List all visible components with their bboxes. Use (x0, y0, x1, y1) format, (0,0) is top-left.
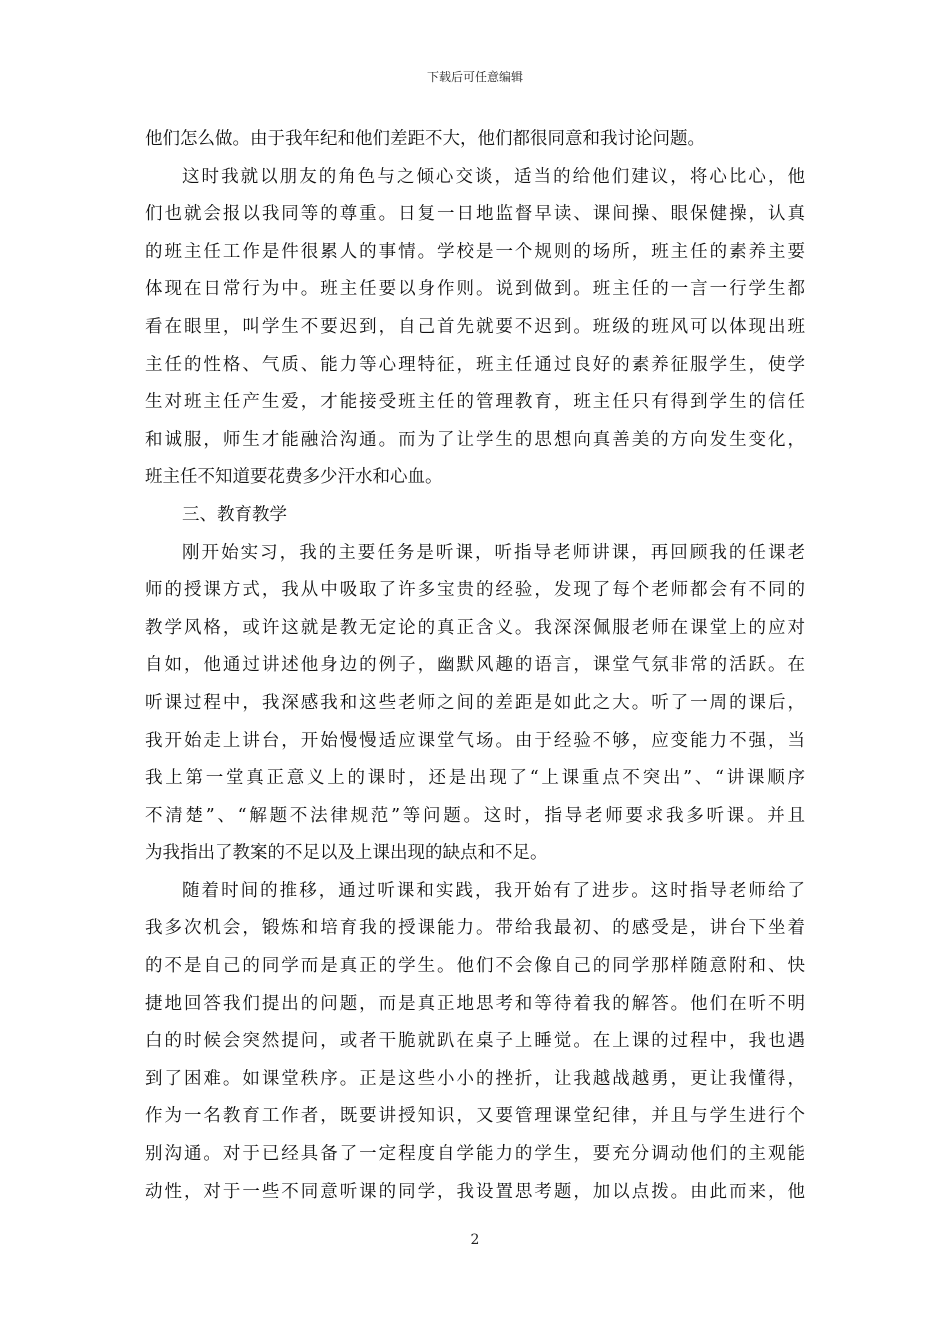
text-line: 我开始走上讲台，开始慢慢适应课堂气场。由于经验不够，应变能力不强，当 (145, 730, 805, 751)
page-number: 2 (470, 1232, 480, 1248)
text-line: 和诚服，师生才能融洽沟通。而为了让学生的思想向真善美的方向发生变化， (145, 429, 805, 450)
text-line: 我多次机会，锻炼和培育我的授课能力。带给我最初、的感受是，讲台下坐着 (145, 918, 805, 939)
text-line: 作为一名教育工作者，既要讲授知识，又要管理课堂纪律，并且与学生进行个 (145, 1106, 805, 1127)
text-line: 刚开始实习，我的主要任务是听课，听指导老师讲课，再回顾我的任课老 (182, 542, 805, 563)
text-line: 他们怎么做。由于我年纪和他们差距不大，他们都很同意和我讨论问题。 (145, 129, 705, 149)
text-line: 的班主任工作是件很累人的事情。学校是一个规则的场所，班主任的素养主要 (145, 241, 805, 262)
text-line: 随着时间的推移，通过听课和实践，我开始有了进步。这时指导老师给了 (182, 880, 805, 901)
text-line: 班主任不知道要花费多少汗水和心血。 (145, 467, 443, 488)
text-line: 的不是自己的同学而是真正的学生。他们不会像自己的同学那样随意附和、快 (145, 956, 805, 977)
text-line: 白的时候会突然提问，或者干脆就趴在桌子上睡觉。在上课的过程中，我也遇 (145, 1031, 805, 1052)
document-body (145, 121, 805, 1211)
text-line: 自如，他通过讲述他身边的例子，幽默风趣的语言，课堂气氛非常的活跃。在 (145, 655, 805, 676)
text-line: 师的授课方式，我从中吸取了许多宝贵的经验，发现了每个老师都会有不同的 (145, 580, 805, 601)
text-line: 体现在日常行为中。班主任要以身作则。说到做到。班主任的一言一行学生都 (145, 279, 805, 300)
text-line: 别沟通。对于已经具备了一定程度自学能力的学生，要充分调动他们的主观能 (145, 1144, 805, 1165)
text-line: 我上第一堂真正意义上的课时，还是出现了“上课重点不突出”、“讲课顺序 (145, 768, 805, 789)
text-line: 到了困难。如课堂秩序。正是这些小小的挫折，让我越战越勇，更让我懂得， (145, 1068, 805, 1089)
text-line: 看在眼里，叫学生不要迟到，自己首先就要不迟到。班级的班风可以体现出班 (145, 316, 805, 337)
text-line: 这时我就以朋友的角色与之倾心交谈，适当的给他们建议，将心比心，他 (182, 166, 805, 187)
text-line: 生对班主任产生爱，才能接受班主任的管理教育，班主任只有得到学生的信任 (145, 392, 805, 413)
text-line: 听课过程中，我深感我和这些老师之间的差距是如此之大。听了一周的课后， (145, 692, 805, 713)
text-line: 教学风格，或许这就是教无定论的真正含义。我深深佩服老师在课堂上的应对 (145, 617, 805, 638)
text-line: 不清楚”、“解题不法律规范”等问题。这时，指导老师要求我多听课。并且 (145, 805, 805, 826)
page-header: 下载后可任意编辑 (426, 70, 523, 84)
text-line: 为我指出了教案的不足以及上课出现的缺点和不足。 (145, 843, 548, 864)
text-line: 捷地回答我们提出的问题，而是真正地思考和等待着我的解答。他们在听不明 (145, 993, 805, 1014)
text-line: 动性，对于一些不同意听课的同学，我设置思考题，加以点拨。由此而来，他 (145, 1181, 805, 1202)
text-line: 主任的性格、气质、能力等心理特征，班主任通过良好的素养征服学生，使学 (145, 354, 805, 375)
text-line: 三、教育教学 (182, 504, 287, 525)
text-line: 们也就会报以我同等的尊重。日复一日地监督早读、课间操、眼保健操，认真 (145, 204, 805, 225)
